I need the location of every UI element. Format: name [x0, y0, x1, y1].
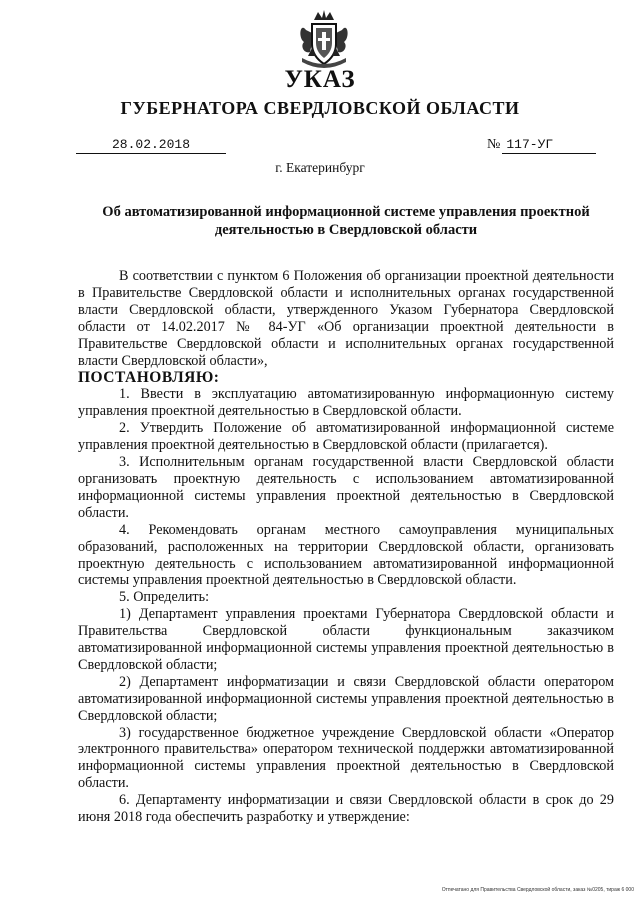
item-paragraph: 6. Департаменту информатизации и связи Свердловской области в срок до 29 июня 2018 года обеспечить разработку и утверждение: [78, 792, 614, 826]
subitem-paragraph: 2) Департамент информатизации и связи Свердловской области оператором автоматизированной информационной системы управления проектной деятельностью в Свердловской области; [78, 673, 614, 724]
coat-of-arms-emblem [296, 8, 352, 72]
print-footer: Отпечатано для Правительства Свердловской области, заказ №0205, тираж 6 000 [441, 887, 634, 893]
document-body [78, 268, 614, 826]
document-title: Об автоматизированной информационной системе управления проектной деятельностью в Свердловской области [102, 204, 590, 238]
item-paragraph: 1. Ввести в эксплуатацию автоматизированную информационную систему управления проектной деятельностью в Свердловской области. [78, 386, 614, 420]
subitem-paragraph: 1) Департамент управления проектами Губернатора Свердловской области и Правительства Свердловской области функциональным заказчиком автоматизированной информационной системы управления проектной деятельностью в Свердловской области; [78, 606, 614, 673]
subitem-paragraph: 3) государственное бюджетное учреждение Свердловской области «Оператор электронного правительства» оператором технической поддержки автоматизированной информационной системы управления проектной деятельностью в Свердловской области. [78, 724, 614, 792]
issuer-heading: ГУБЕРНАТОРА СВЕРДЛОВСКОЙ ОБЛАСТИ [120, 98, 520, 118]
decree-word: ПОСТАНОВЛЯЮ: [78, 369, 220, 387]
item-paragraph: 5. Определить: [119, 589, 210, 606]
item-paragraph: 2. Утвердить Положение об автоматизированной информационной системе управления проектной деятельностью в Свердловской области (прилагается). [78, 420, 614, 454]
document-date: 28.02.2018 [76, 137, 226, 154]
document-type-heading: УКАЗ [284, 66, 356, 93]
item-paragraph: 3. Исполнительным органам государственной власти Свердловской области организовать проектную деятельность с использованием автоматизированной информационной системы управления проектной деятельностью в Свердловской области. [78, 454, 614, 521]
issue-city: г. Екатеринбург [275, 160, 365, 175]
document-number: 117-УГ [502, 137, 596, 154]
number-sign: № [487, 137, 501, 152]
item-paragraph: 4. Рекомендовать органам местного самоуправления муниципальных образований, расположенных на территории Свердловской области, организовать проектную деятельность с использованием автоматизированной информационной системы управления проектной деятельностью в Свердловской области. [78, 521, 614, 589]
preamble-paragraph: В соответствии с пунктом 6 Положения об организации проектной деятельности в Правительстве Свердловской области и исполнительных органах государственной власти Свердловской области, утвержденного Указом Губернатора Свердловской области от 14.02.2017 № 84-УГ «Об организации проектной деятельности в Правительстве Свердловской области и исполнительных органах государственной власти Свердловской области», [78, 268, 614, 369]
document-number-block [487, 137, 607, 154]
